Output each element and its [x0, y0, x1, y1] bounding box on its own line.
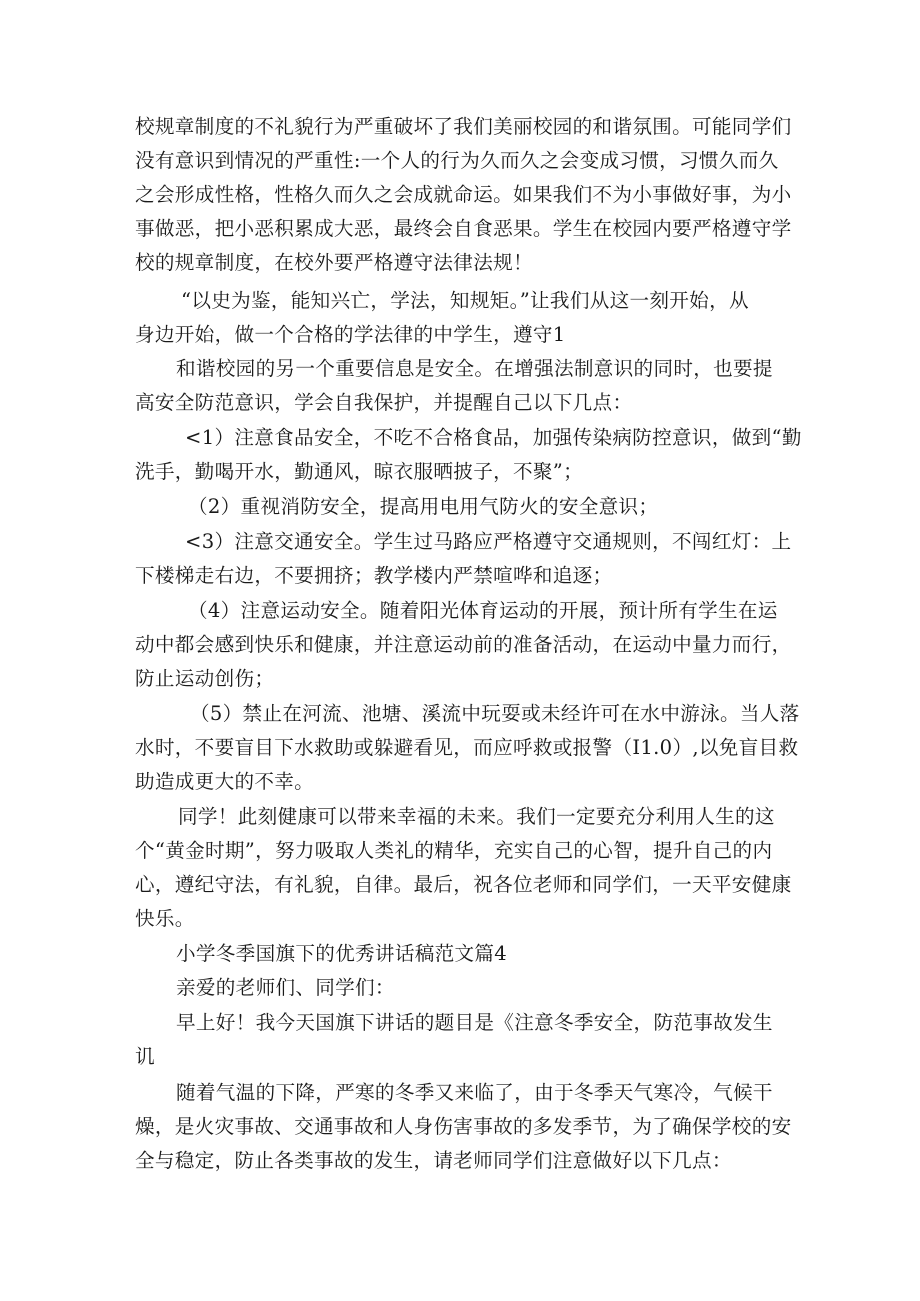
text-line: 动中都会感到快乐和健康，并注意运动前的准备活动，在运动中量力而行， [135, 633, 792, 656]
text-line: 校规章制度的不礼貌行为严重破坏了我们美丽校园的和谐氛围。可能同学们 [135, 115, 792, 138]
text-line: 助造成更大的不幸。 [135, 770, 315, 793]
text-line: 早上好！我今天国旗下讲话的题目是《注意冬季安全，防范事故发生 [176, 1011, 773, 1034]
section-heading: 小学冬季国旗下的优秀讲话稿范文篇4 [176, 942, 508, 965]
text-line: 洗手，勤喝开水，勤通风，晾衣服晒披子，不聚”； [135, 460, 583, 483]
text-line: 校的规章制度，在校外要严格遵守法律法规！ [135, 251, 533, 274]
text-line: 下楼梯走右边，不要拥挤；教学楼内严禁喧哗和追逐； [135, 564, 613, 587]
text-line: 随着气温的下降，严寒的冬季又来临了，由于冬季天气寒冷，气候干 [176, 1081, 773, 1104]
text-line: 之会形成性格，性格久而久之会成就命运。如果我们不为小事做好事，为小 [135, 183, 792, 206]
text-line: <1）注意食品安全，不吃不合格食品，加强传染病防控意识，做到“勤 [185, 426, 802, 449]
text-line: 和谐校园的另一个重要信息是安全。在增强法制意识的同时，也要提 [176, 357, 773, 380]
text-line: 没有意识到情况的严重性:一个人的行为久而久之会变成习惯，习惯久而久 [135, 149, 779, 172]
text-line: 心，遵纪守法，有礼貌，自律。最后，祝各位老师和同学们，一天平安健康 [135, 873, 792, 896]
text-line: “以史为鉴，能知兴亡，学法，知规矩。”让我们从这一刻开始，从 [181, 289, 749, 312]
text-line: （4）注意运动安全。随着阳光体育运动的开展，预计所有学生在运 [188, 599, 778, 622]
text-line: 同学！此刻健康可以带来幸福的未来。我们一定要充分利用人生的这 [178, 805, 775, 828]
text-line: 高安全防范意识，学会自我保护，并提醒自己以下几点： [135, 391, 633, 414]
text-line: 个“黄金时期”，努力吸取人类礼的精华，充实自己的心智，提升自己的内 [135, 839, 773, 862]
text-line: （2）重视消防安全，提高用电用气防火的安全意识； [188, 495, 659, 518]
text-line: 防止运动创伤； [135, 667, 275, 690]
text-line: <3）注意交通安全。学生过马路应严格遵守交通规则，不闯红灯：上 [185, 530, 792, 553]
text-line: 全与稳定，防止各类事故的发生，请老师同学们注意做好以下几点： [135, 1149, 732, 1172]
text-line: 事做恶，把小恶积累成大恶，最终会自食恶果。学生在校园内要严格遵守学 [135, 217, 792, 240]
text-line: 燥，是火灾事故、交通事故和人身伤害事故的多发季节，为了确保学校的安 [135, 1115, 792, 1138]
text-line: 讥 [135, 1045, 155, 1068]
text-line: 身边开始，做一个合格的学法律的中学生，遵守1 [135, 323, 566, 346]
text-line: （5）禁止在河流、池塘、溪流中玩耍或未经许可在水中游泳。当人落 [190, 702, 800, 725]
text-line: 快乐。 [135, 907, 195, 930]
text-line: 水时，不要盲目下水救助或躲避看见，而应呼救或报警（I1.0）,以免盲目救 [135, 736, 799, 759]
text-line: 亲爱的老师们、同学们： [176, 976, 395, 999]
